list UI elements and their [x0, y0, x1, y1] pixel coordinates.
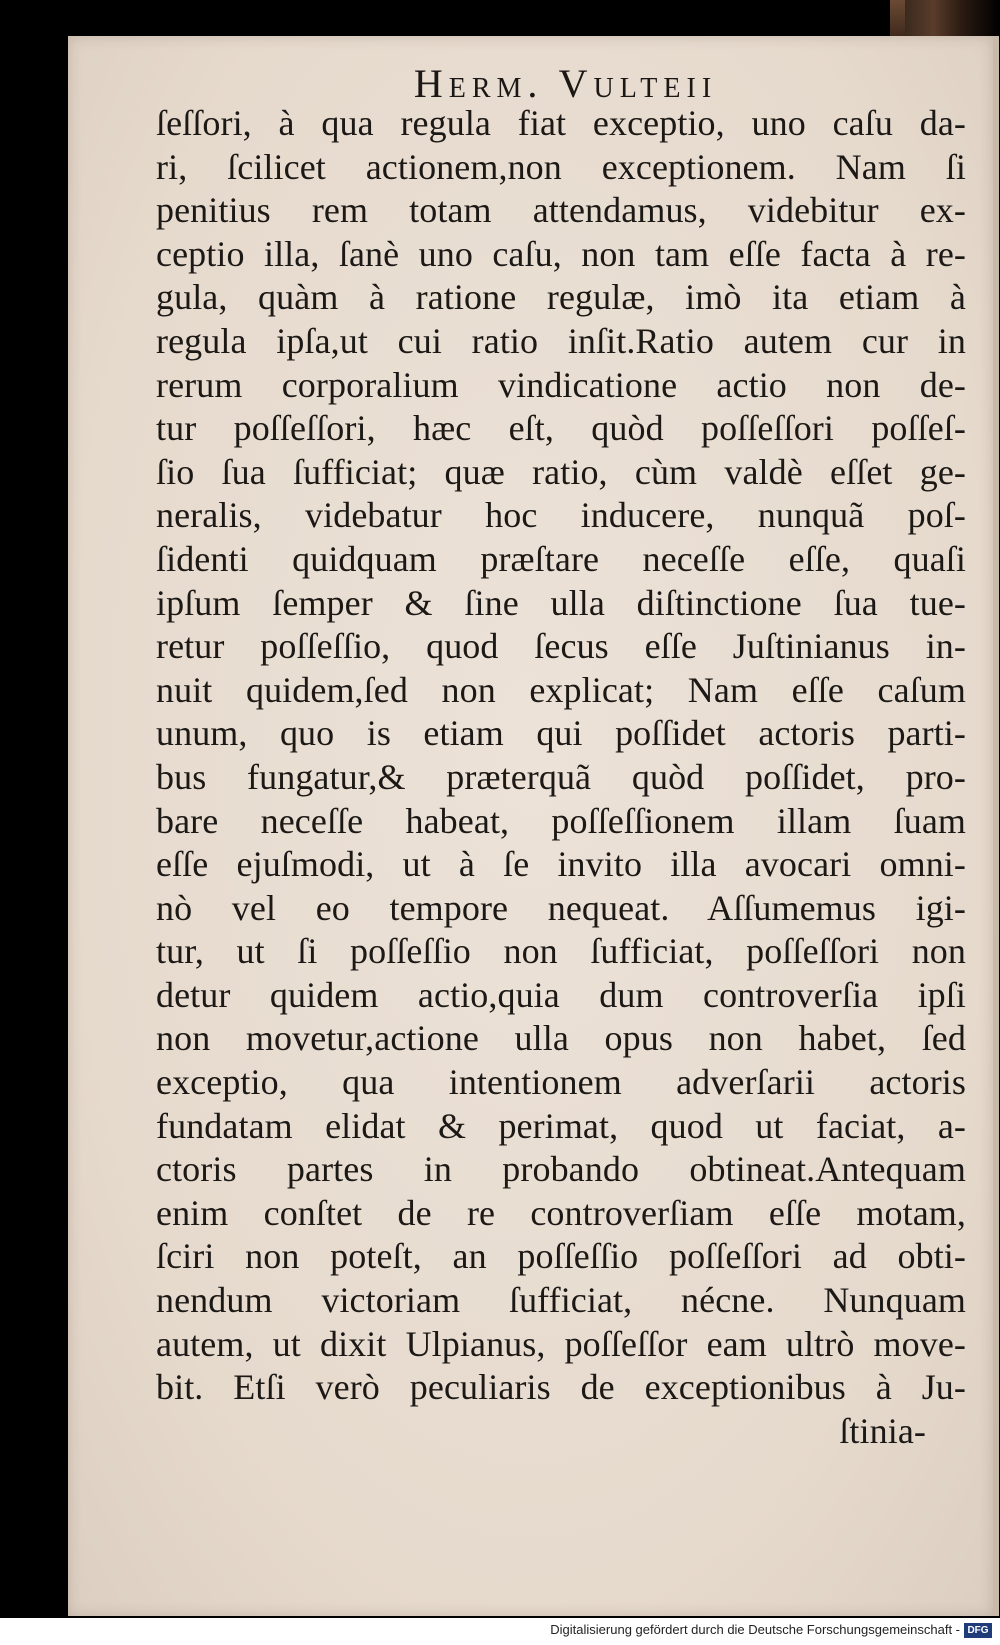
text-line: exceptio, qua intentionem adverſarii actoris	[156, 1062, 966, 1103]
text-line-catchword: ſtinia-	[839, 1410, 926, 1451]
text-line: enim conſtet de re controverſiam eſſe motam,	[156, 1192, 966, 1233]
text-line: ceptio illa, ſanè uno caſu, non tam eſſe facta à re-	[156, 233, 966, 274]
text-line: tur poſſeſſori, hæc eſt, quòd poſſeſſori poſſeſ-	[156, 408, 966, 449]
text-line: tur, ut ſi poſſeſſio non ſufficiat, poſſeſſori non	[156, 931, 966, 972]
text-line: ri, ſcilicet actionem,non exceptionem. Nam ſi	[156, 146, 966, 187]
text-line: fundatam elidat & perimat, quod ut faciat, a-	[156, 1105, 966, 1146]
text-line: ctoris partes in probando obtineat.Antequam	[156, 1149, 966, 1190]
running-head: Herm. Vulteii	[413, 61, 718, 106]
book-page	[68, 36, 999, 1616]
text-line: nò vel eo tempore nequeat. Aſſumemus igi-	[156, 887, 966, 928]
text-line: gula, quàm à ratione regulæ, imò ita etiam à	[156, 277, 966, 318]
text-line: ſciri non poteſt, an poſſeſſio poſſeſſori ad obti-	[156, 1236, 966, 1277]
digitization-footer	[0, 1618, 1000, 1645]
text-line: unum, quo is etiam qui poſſidet actoris parti-	[156, 713, 966, 754]
text-line: rerum corporalium vindicatione actio non de-	[156, 364, 966, 405]
text-line: bit. Etſi verò peculiaris de exceptionibus à Ju-	[156, 1367, 966, 1408]
text-line: autem, ut dixit Ulpianus, poſſeſſor eam ultrò move-	[156, 1323, 966, 1364]
text-line: non movetur,actione ulla opus non habet, ſed	[156, 1018, 966, 1059]
text-block	[156, 102, 966, 1453]
text-line: ipſum ſemper & ſine ulla diſtinctione ſua tue-	[156, 582, 966, 623]
text-line: detur quidem actio,quia dum controverſia ipſi	[156, 974, 966, 1015]
text-line: nendum victoriam ſufficiat, nécne. Nunquam	[156, 1280, 966, 1321]
text-line: retur poſſeſſio, quod ſecus eſſe Juſtinianus in-	[156, 626, 966, 667]
text-line: neralis, videbatur hoc inducere, nunquã poſ-	[156, 495, 966, 536]
text-line: regula ipſa,ut cui ratio inſit.Ratio autem cur in	[156, 320, 966, 361]
dfg-logo: DFG	[964, 1623, 992, 1638]
text-line: ſidenti quidquam præſtare neceſſe eſſe, quaſi	[156, 538, 966, 579]
text-line: bare neceſſe habeat, poſſeſſionem illam ſuam	[156, 800, 966, 841]
funding-credit: Digitalisierung gefördert durch die Deutsche Forschungsgemeinschaft -	[550, 1622, 960, 1637]
text-line: bus fungatur,& præterquã quòd poſſidet, pro-	[156, 756, 966, 797]
text-line: ſio ſua ſufficiat; quæ ratio, cùm valdè eſſet ge-	[156, 451, 966, 492]
text-line: nuit quidem,ſed non explicat; Nam eſſe caſum	[156, 669, 966, 710]
text-line: ſeſſori, à qua regula fiat exceptio, uno caſu da-	[156, 103, 966, 143]
text-line: penitius rem totam attendamus, videbitur ex-	[156, 190, 966, 231]
text-line: eſſe ejuſmodi, ut à ſe invito illa avocari omni-	[156, 844, 966, 885]
